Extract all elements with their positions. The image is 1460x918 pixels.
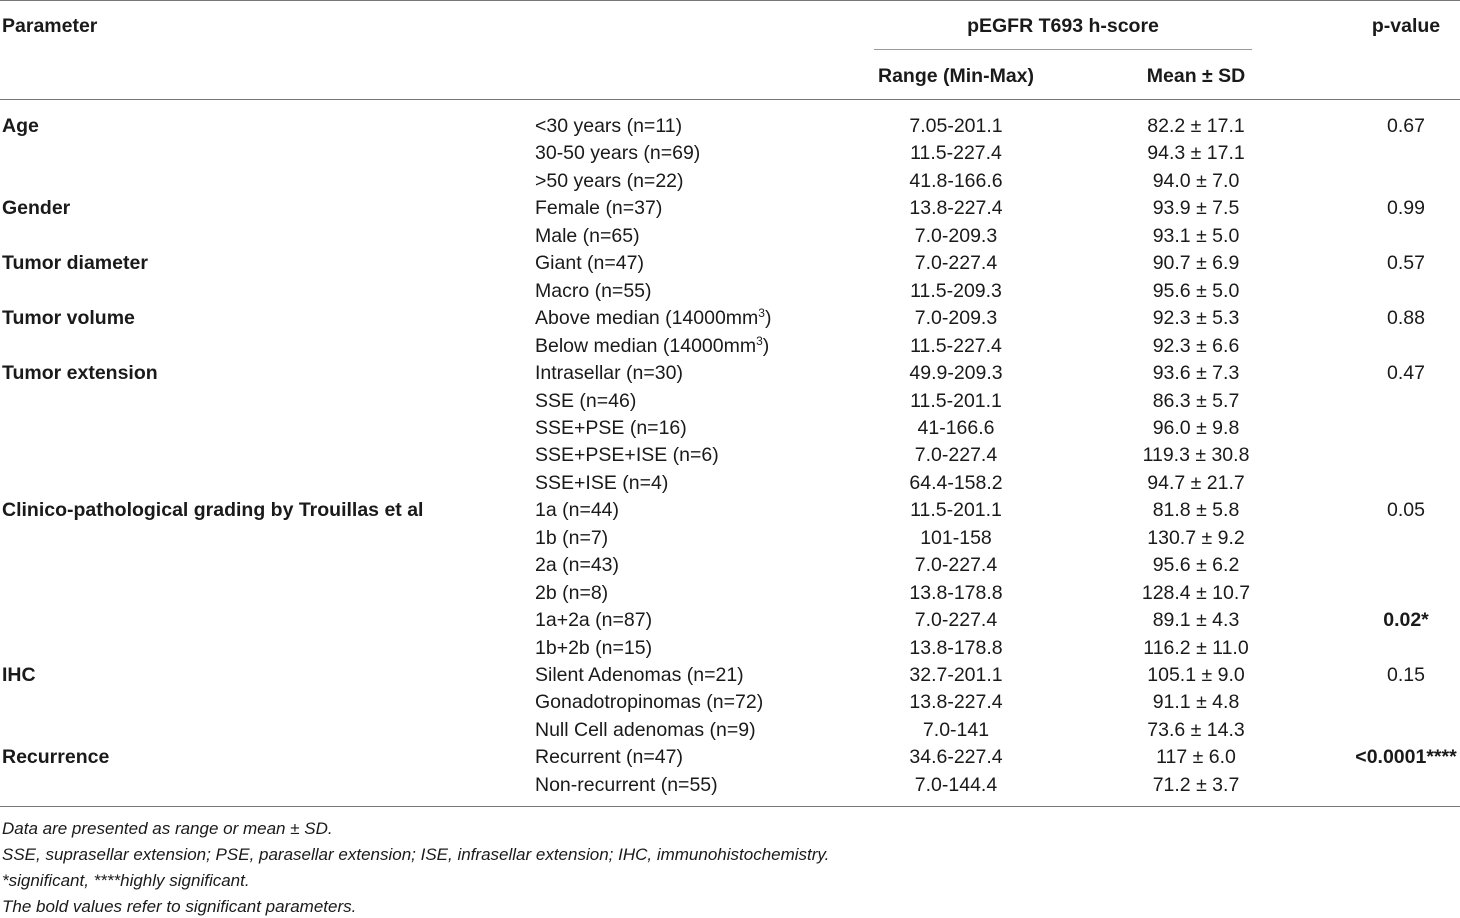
subgroup-label	[535, 416, 687, 440]
mean-cell: 94.7 ± 21.7	[1147, 471, 1245, 494]
range-cell: 41.8-166.6	[909, 169, 1003, 192]
mean-cell: 86.3 ± 5.7	[1152, 389, 1240, 412]
mean-cell: 105.1 ± 9.0	[1147, 664, 1245, 686]
subgroup-text: 30-50 years (n=69)	[535, 142, 701, 165]
mean-cell: 128.4 ± 10.7	[1141, 581, 1251, 604]
pvalue-cell: 0.47	[1387, 362, 1425, 384]
mean-cell: 73.6 ± 14.3	[1147, 718, 1245, 741]
pvalue-cell: 0.57	[1387, 252, 1425, 275]
subgroup-label	[535, 361, 683, 385]
pvalue-cell: 0.67	[1387, 115, 1425, 137]
section-label: Age	[2, 115, 39, 137]
footnote-4: The bold values refer to significant parameters.	[2, 897, 357, 916]
subgroup-text: Intrasellar (n=30)	[535, 362, 683, 384]
subgroup-label	[535, 224, 640, 248]
range-cell: 7.05-201.1	[909, 115, 1003, 137]
subgroup-label	[535, 690, 763, 714]
range-cell: 11.5-209.3	[910, 279, 1002, 302]
subgroup-label	[535, 389, 636, 413]
range-cell: 11.5-201.1	[910, 499, 1002, 522]
subgroup-label	[535, 663, 744, 687]
top-rule	[0, 0, 1460, 1]
mean-cell: 71.2 ± 3.7	[1152, 773, 1240, 796]
header-parameter: Parameter	[2, 15, 98, 37]
subgroup-text: Above median (14000mm	[535, 307, 759, 330]
pvalue-cell: 0.15	[1387, 664, 1425, 686]
mean-cell: 95.6 ± 6.2	[1152, 554, 1240, 577]
subgroup-label	[535, 169, 684, 193]
subgroup-text: Below median (14000mm	[535, 334, 757, 357]
range-cell: 11.5-201.1	[910, 389, 1002, 412]
subgroup-label	[535, 114, 682, 138]
subgroup-text: Female (n=37)	[535, 197, 663, 220]
pvalue-cell: 0.02*	[1383, 609, 1429, 632]
group-underline	[874, 49, 1252, 50]
mean-cell: 130.7 ± 9.2	[1147, 526, 1245, 549]
subgroup-label	[535, 553, 619, 577]
section-label: Gender	[2, 197, 71, 220]
range-cell: 34.6-227.4	[909, 746, 1003, 769]
range-cell: 7.0-227.4	[914, 609, 998, 632]
range-cell: 7.0-144.4	[914, 773, 998, 796]
subgroup-text: SSE+PSE (n=16)	[535, 416, 687, 439]
superscript: 3	[758, 306, 765, 321]
subgroup-text: 1a (n=44)	[535, 499, 620, 522]
mean-cell: 81.8 ± 5.8	[1152, 499, 1240, 522]
subgroup-label	[535, 443, 719, 467]
header-mean: Mean ± SD	[1146, 65, 1246, 87]
subgroup-label	[535, 196, 662, 220]
subgroup-text: 1b (n=7)	[535, 526, 609, 549]
mean-cell: 94.0 ± 7.0	[1152, 169, 1240, 192]
subgroup-text: 1a+2a (n=87)	[535, 609, 653, 632]
subgroup-text-end: )	[762, 334, 770, 357]
header-rule	[0, 99, 1460, 100]
subgroup-label	[535, 141, 700, 165]
section-label: Recurrence	[2, 746, 110, 769]
section-label: Clinico-pathological grading by Trouillas et al	[2, 499, 424, 522]
subgroup-text: >50 years (n=22)	[535, 169, 684, 192]
subgroup-text-end: )	[764, 307, 772, 330]
range-cell: 7.0-209.3	[914, 224, 998, 247]
mean-cell: 95.6 ± 5.0	[1152, 279, 1240, 302]
subgroup-text: SSE (n=46)	[535, 389, 637, 412]
pvalue-cell: 0.88	[1387, 307, 1425, 330]
range-cell: 7.0-141	[922, 718, 990, 741]
subgroup-label	[535, 251, 644, 275]
subgroup-label	[535, 718, 756, 742]
subgroup-label	[535, 608, 652, 632]
subgroup-text: SSE+ISE (n=4)	[535, 471, 669, 494]
section-label: Tumor volume	[2, 307, 135, 330]
subgroup-label	[535, 526, 608, 550]
mean-cell: 117 ± 6.0	[1156, 746, 1236, 769]
subgroup-label	[535, 773, 718, 797]
range-cell: 11.5-227.4	[910, 142, 1002, 165]
mean-cell: 93.9 ± 7.5	[1152, 197, 1240, 220]
range-cell: 7.0-209.3	[914, 307, 998, 330]
range-cell: 32.7-201.1	[909, 664, 1003, 686]
mean-cell: 82.2 ± 17.1	[1147, 115, 1245, 137]
superscript: 3	[756, 333, 763, 348]
subgroup-label	[535, 745, 683, 769]
mean-cell: 90.7 ± 6.9	[1152, 252, 1240, 275]
mean-cell: 92.3 ± 6.6	[1152, 334, 1240, 357]
subgroup-label	[535, 279, 652, 303]
mean-cell: 92.3 ± 5.3	[1152, 307, 1240, 330]
header-pvalue: p-value	[1371, 15, 1441, 37]
pvalue-cell: <0.0001****	[1355, 746, 1457, 769]
range-cell: 41-166.6	[917, 416, 995, 439]
bottom-rule	[0, 806, 1460, 807]
subgroup-text: 1b+2b (n=15)	[535, 636, 653, 659]
mean-cell: 93.6 ± 7.3	[1152, 362, 1240, 384]
subgroup-label	[535, 636, 652, 660]
range-cell: 11.5-227.4	[910, 334, 1002, 357]
section-label: IHC	[2, 664, 36, 686]
mean-cell: 93.1 ± 5.0	[1152, 224, 1240, 247]
footnote-3: *significant, ****highly significant.	[2, 871, 250, 890]
range-cell: 7.0-227.4	[914, 554, 998, 577]
pvalue-cell: 0.05	[1387, 499, 1425, 522]
subgroup-text: 2b (n=8)	[535, 581, 609, 604]
subgroup-label	[535, 498, 619, 522]
subgroup-label	[535, 581, 608, 605]
subgroup-text: <30 years (n=11)	[535, 115, 683, 137]
range-cell: 13.8-178.8	[909, 636, 1003, 659]
mean-cell: 116.2 ± 11.0	[1143, 636, 1249, 659]
subgroup-text: Giant (n=47)	[535, 252, 644, 275]
mean-cell: 119.3 ± 30.8	[1142, 444, 1250, 467]
subgroup-text: Male (n=65)	[535, 224, 640, 247]
mean-cell: 89.1 ± 4.3	[1152, 609, 1240, 632]
subgroup-text: Null Cell adenomas (n=9)	[535, 718, 756, 741]
subgroup-label	[535, 334, 769, 358]
header-range: Range (Min-Max)	[878, 65, 1034, 87]
range-cell: 13.8-178.8	[909, 581, 1003, 604]
subgroup-text: 2a (n=43)	[535, 554, 620, 577]
range-cell: 13.8-227.4	[909, 197, 1003, 220]
section-label: Tumor extension	[2, 362, 158, 384]
subgroup-text: Recurrent (n=47)	[535, 746, 683, 769]
range-cell: 49.9-209.3	[909, 362, 1003, 384]
mean-cell: 91.1 ± 4.8	[1152, 691, 1240, 714]
subgroup-text: Non-recurrent (n=55)	[535, 773, 718, 796]
mean-cell: 94.3 ± 17.1	[1147, 142, 1245, 165]
subgroup-label	[535, 471, 668, 495]
range-cell: 101-158	[920, 526, 992, 549]
footnote-1: Data are presented as range or mean ± SD.	[2, 819, 333, 838]
range-cell: 7.0-227.4	[914, 252, 998, 275]
header-group: pEGFR T693 h-score	[967, 15, 1159, 37]
footnote-2: SSE, suprasellar extension; PSE, parasellar extension; ISE, infrasellar extension; IHC, immunohistochemistry.	[2, 845, 830, 864]
range-cell: 13.8-227.4	[909, 691, 1003, 714]
range-cell: 64.4-158.2	[909, 471, 1003, 494]
subgroup-text: Macro (n=55)	[535, 279, 652, 302]
subgroup-text: SSE+PSE+ISE (n=6)	[535, 444, 719, 467]
mean-cell: 96.0 ± 9.8	[1152, 416, 1240, 439]
section-label: Tumor diameter	[2, 252, 148, 275]
subgroup-label	[535, 306, 771, 330]
subgroup-text: Silent Adenomas (n=21)	[535, 664, 744, 686]
pvalue-cell: 0.99	[1387, 197, 1425, 220]
subgroup-text: Gonadotropinomas (n=72)	[535, 691, 764, 714]
range-cell: 7.0-227.4	[914, 444, 998, 467]
